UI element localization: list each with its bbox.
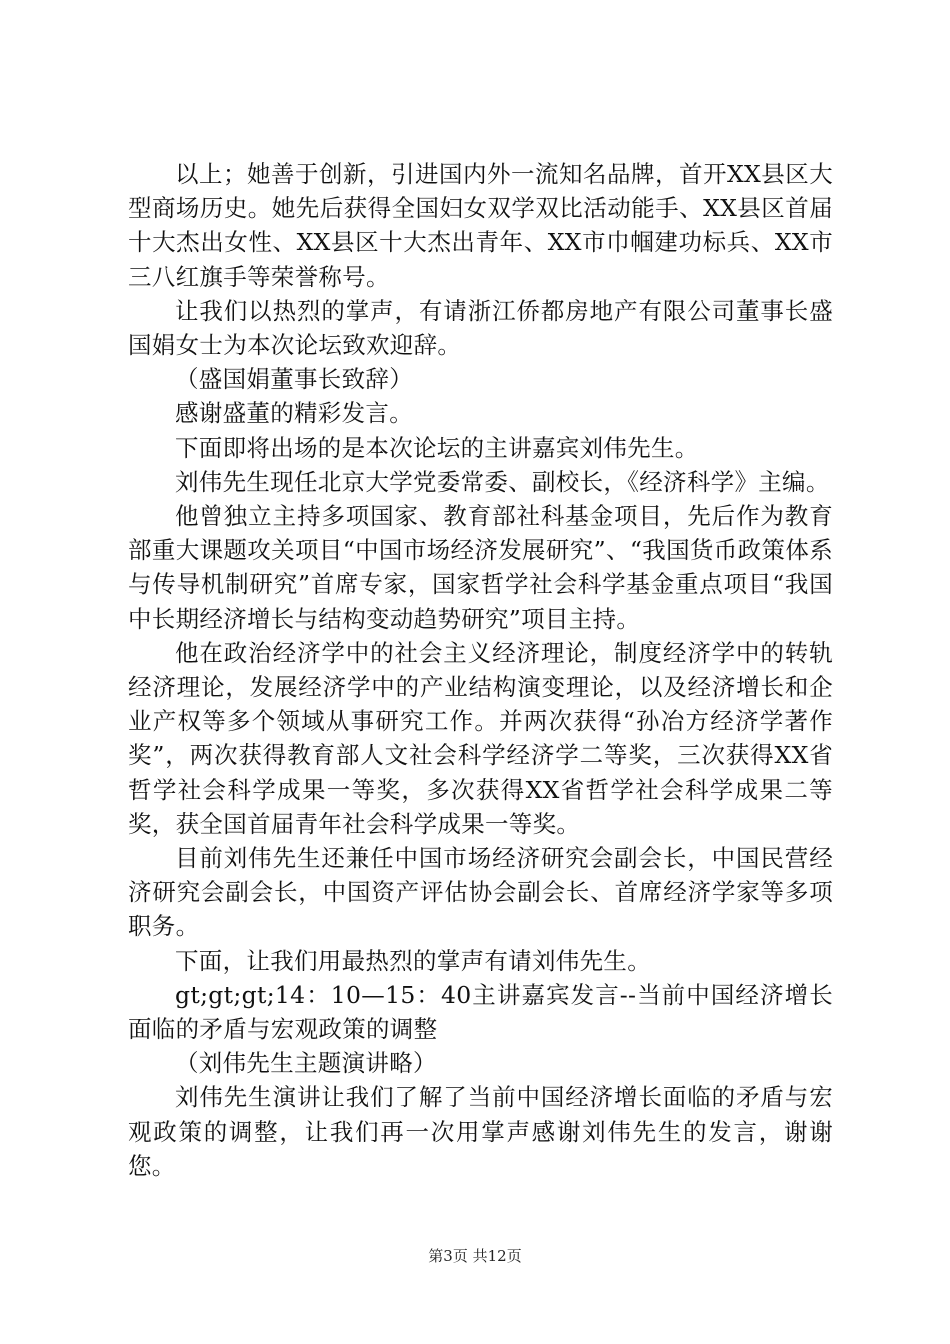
paragraph-applause: 下面，让我们用最热烈的掌声有请刘伟先生。 xyxy=(175,946,651,975)
paragraph-speaker-positions: 目前刘伟先生还兼任中国市场经济研究会副会长，中国民营经济研究会副会长，中国资产评估协会副会长、首席经济学家等多项职务。 xyxy=(128,844,833,941)
paragraph-closing: 刘伟先生演讲让我们了解了当前中国经济增长面临的矛盾与宏观政策的调整，让我们再一次用掌声感谢刘伟先生的发言，谢谢您。 xyxy=(128,1083,833,1180)
paragraph-speaker-projects: 他曾独立主持多项国家、教育部社科基金项目，先后作为教育部重大课题攻关项目“中国市场经济发展研究”、“我国货币政策体系与传导机制研究”首席专家，国家哲学社会科学基金重点项目“我国中长期经济增长与结构变动趋势研究”项目主持。 xyxy=(128,502,833,633)
paragraph-speaker-research: 他在政治经济学中的社会主义经济理论，制度经济学中的转轨经济理论，发展经济学中的产业结构演变理论，以及经济增长和企业产权等多个领域从事研究工作。并两次获得“孙冶方经济学著作奖”，两次获得教育部人文社会科学经济学二等奖，三次获得XX省哲学社会科学成果一等奖，多次获得XX省哲学社会科学成果二等奖，获全国首届青年社会科学成果一等奖。 xyxy=(128,638,833,838)
paragraph-speaker-title: 刘伟先生现任北京大学党委常委、副校长，《经济科学》主编。 xyxy=(175,467,830,496)
paragraph-intro-honors: 以上；她善于创新，引进国内外一流知名品牌，首开XX县区大型商场历史。她先后获得全国妇女双学双比活动能手、XX县区首届十大杰出女性、XX县区十大杰出青年、XX市巾帼建功标兵、XX市三八红旗手等荣誉称号。 xyxy=(128,160,833,291)
paragraph-next-speaker: 下面即将出场的是本次论坛的主讲嘉宾刘伟先生。 xyxy=(175,433,699,462)
document-body xyxy=(128,157,833,1183)
paragraph-stage-note: （盛国娟董事长致辞） xyxy=(175,365,413,394)
paragraph-schedule: gt;gt;gt;14：10—15：40主讲嘉宾发言--当前中国经济增长面临的矛盾与宏观政策的调整 xyxy=(128,980,833,1044)
paragraph-welcome-invite: 让我们以热烈的掌声，有请浙江侨都房地产有限公司董事长盛国娟女士为本次论坛致欢迎辞。 xyxy=(128,296,833,360)
paragraph-thanks: 感谢盛董的精彩发言。 xyxy=(175,399,413,428)
page-number-footer: 第3页 共12页 xyxy=(428,1247,522,1265)
paragraph-speech-note: （刘伟先生主题演讲略） xyxy=(175,1049,437,1078)
